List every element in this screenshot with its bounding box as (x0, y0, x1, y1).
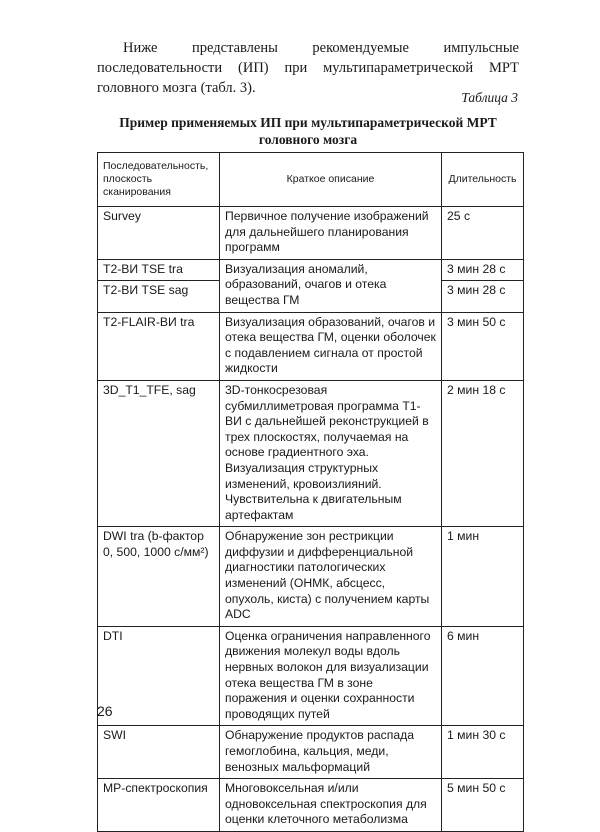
table-row (98, 726, 524, 779)
sequence-cell: T2-ВИ TSE tra (103, 261, 183, 276)
table-row (98, 207, 524, 260)
table-row (98, 626, 524, 726)
intro-paragraph: Ниже представлены рекомендуемые импульсные последовательности (ИП) при мультипараметрической МРТ головного мозга (табл. 3). (97, 40, 519, 96)
description-cell: Первичное получение изображений для дальнейшего планирования программ (220, 207, 442, 260)
duration-cell: 3 мин 28 с (442, 280, 523, 299)
description-cell: 3D-тонкосрезовая субмиллиметровая программа T1-ВИ с дальнейшей реконструкцией в трех плоскостях, получаемая на основе градиентного эха. Визуализация структурных изменений, кровоизлияний. Чувствительна к двигательным артефактам (220, 380, 442, 526)
table-row (98, 527, 524, 627)
sequence-cell: Survey (98, 207, 220, 260)
column-header-duration: Длительность (442, 153, 524, 207)
sequence-cell: 3D_T1_TFE, sag (98, 380, 220, 526)
description-cell: Визуализация аномалий, образований, очагов и отека вещества ГМ (220, 259, 442, 312)
sequence-cell: T2-ВИ TSE sag (98, 280, 219, 299)
table-row (98, 779, 524, 832)
column-header-sequence: Последовательность, плоскость сканирования (98, 153, 220, 207)
page-number: 26 (97, 703, 113, 719)
table-row (98, 312, 524, 380)
sequence-cell: МР-спектроскопия (98, 779, 220, 832)
table-label: Таблица 3 (461, 90, 518, 105)
table-row (98, 259, 524, 312)
sequence-cell: DTI (98, 626, 220, 726)
duration-cell-pair (442, 259, 524, 312)
duration-cell: 1 мин (442, 527, 524, 627)
duration-cell: 1 мин 30 с (442, 726, 524, 779)
table-header-row (98, 153, 524, 207)
duration-cell: 2 мин 18 с (442, 380, 524, 526)
table-title: Пример применяемых ИП при мультипараметрической МРТ головного мозга (119, 115, 497, 147)
sequence-cell: DWI tra (b-фактор 0, 500, 1000 с/мм²) (98, 527, 220, 627)
sequence-cell: T2-FLAIR-ВИ tra (98, 312, 220, 380)
duration-cell: 3 мин 50 с (442, 312, 524, 380)
description-cell: Обнаружение зон рестрикции диффузии и дифференциальной диагностики патологических изменений (ОНМК, абсцесс, опухоль, киста) с получением карты ADC (220, 527, 442, 627)
duration-cell: 25 с (442, 207, 524, 260)
duration-cell: 3 мин 28 с (447, 261, 506, 276)
duration-cell: 5 мин 50 с (442, 779, 524, 832)
sequences-table (97, 152, 524, 832)
description-cell: Визуализация образований, очагов и отека вещества ГМ, оценки оболочек с подавлением сигнала от простой жидкости (220, 312, 442, 380)
description-cell: Многовоксельная и/или одновоксельная спектроскопия для оценки клеточного метаболизма (220, 779, 442, 832)
duration-cell: 6 мин (442, 626, 524, 726)
column-header-description: Краткое описание (220, 153, 442, 207)
description-cell: Обнаружение продуктов распада гемоглобина, кальция, меди, венозных мальформаций (220, 726, 442, 779)
description-cell: Оценка ограничения направленного движения молекул воды вдоль нервных волокон для визуализации отека вещества ГМ в зоне поражения и оценки сохранности проводящих путей (220, 626, 442, 726)
sequence-cell: SWI (98, 726, 220, 779)
sequence-cell-pair (98, 259, 220, 312)
table-row (98, 380, 524, 526)
